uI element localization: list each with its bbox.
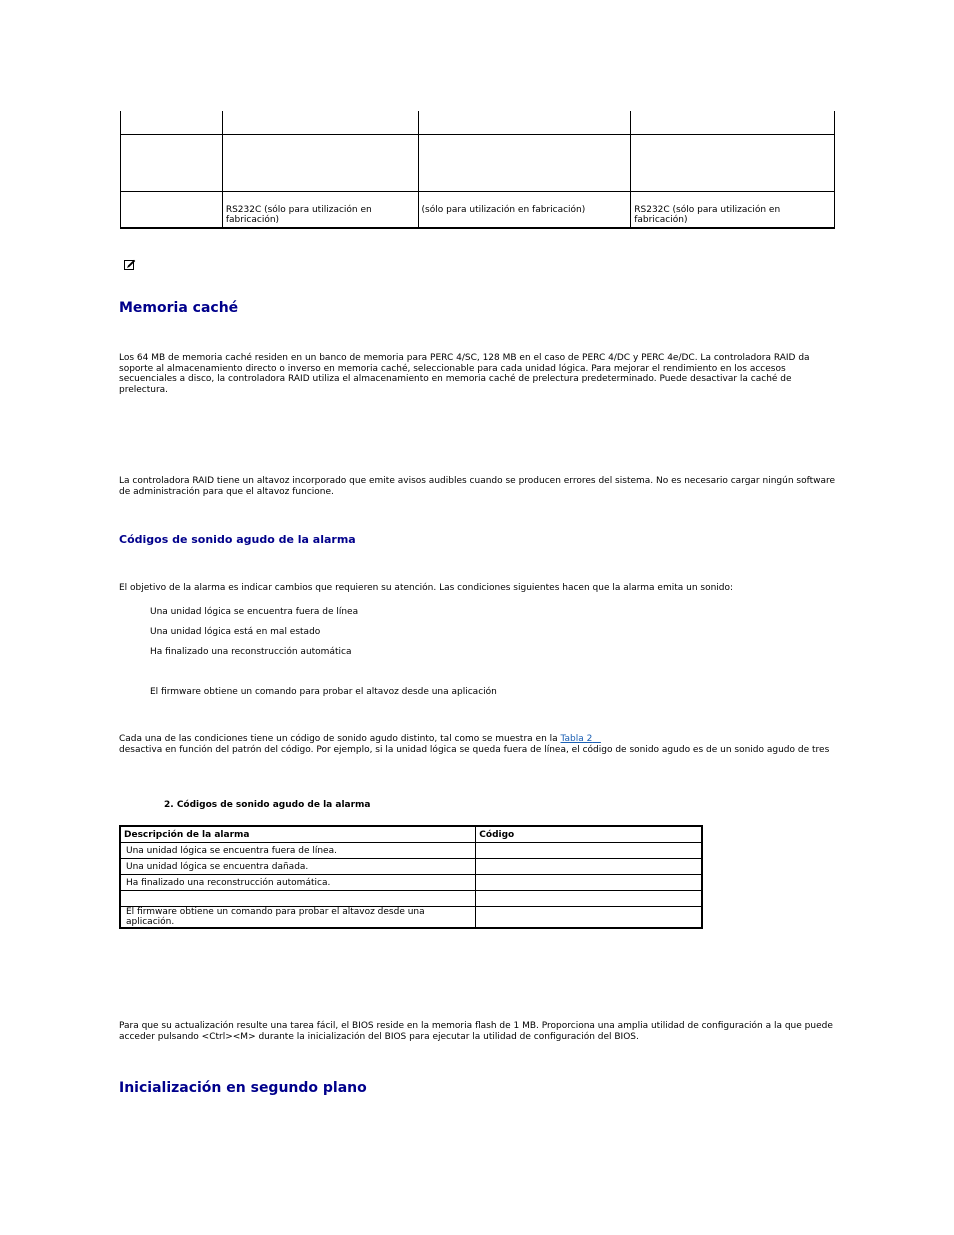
list-item: Una unidad lógica se encuentra fuera de línea <box>150 607 359 617</box>
beep-paragraph-line2: desactiva en función del patrón del código. Por ejemplo, si la unidad lógica se queda fuera de línea, el código de sonido agudo es de un sonido agudo de tres <box>119 744 830 755</box>
table-row <box>120 843 702 859</box>
cache-paragraph: Los 64 MB de memoria caché residen en un banco de memoria para PERC 4/SC, 128 MB en el caso de PERC 4/DC y PERC 4e/DC. La controladora RAID da soporte al almacenamiento directo o inverso en memoria caché, seleccionable para cada unidad lógica. Para mejorar el rendimiento en los accesos secuenciales a disco, la controladora RAID utiliza el almacenamiento en memoria caché de prelectura predeterminado. Puede desactivar la caché de prelectura. <box>119 353 810 395</box>
table-cell <box>121 135 223 192</box>
table-cell <box>476 875 702 891</box>
table-cell <box>222 111 418 135</box>
table-cell <box>222 135 418 192</box>
section-heading-beep-codes: Códigos de sonido agudo de la alarma <box>119 533 356 546</box>
table-row <box>120 875 702 891</box>
section-heading-cache: Memoria caché <box>119 300 239 316</box>
table-row <box>121 192 835 229</box>
table-row <box>121 135 835 192</box>
table-row <box>121 111 835 135</box>
table-cell: (sólo para utilización en fabricación) <box>418 192 631 229</box>
list-item: El firmware obtiene un comando para probar el altavoz desde una aplicación <box>150 687 497 697</box>
table-cell <box>476 891 702 907</box>
table-cell <box>418 135 631 192</box>
table-cell: Una unidad lógica se encuentra dañada. <box>120 859 476 875</box>
table-row <box>120 907 702 929</box>
list-item: Ha finalizado una reconstrucción automática <box>150 647 352 657</box>
table-cell <box>121 192 223 229</box>
table-header-row <box>120 826 702 843</box>
table-cell <box>121 111 223 135</box>
table-cell <box>476 843 702 859</box>
table-cell: Una unidad lógica se encuentra fuera de línea. <box>120 843 476 859</box>
table-cell: RS232C (sólo para utilización en fabricación) <box>631 192 835 229</box>
table-cell <box>476 907 702 929</box>
table-cell: El firmware obtiene un comando para probar el altavoz desde una aplicación. <box>120 907 476 929</box>
list-item: Una unidad lógica está en mal estado <box>150 627 321 637</box>
alarm-codes-table <box>119 825 703 929</box>
note-pencil-icon <box>124 259 136 271</box>
column-header-description: Descripción de la alarma <box>120 826 476 843</box>
table-cell: Ha finalizado una reconstrucción automática. <box>120 875 476 891</box>
bios-paragraph: Para que su actualización resulte una tarea fácil, el BIOS reside en la memoria flash de 1 MB. Proporciona una amplia utilidad de configuración a la que puede acceder pulsando <Ctrl><M> durante la inicialización del BIOS para ejecutar la utilidad de configuración del BIOS. <box>119 1021 833 1042</box>
table-row <box>120 891 702 907</box>
table-cell <box>631 111 835 135</box>
table-cell: RS232C (sólo para utilización en fabricación) <box>222 192 418 229</box>
table-row <box>120 859 702 875</box>
beep-codes-paragraph <box>119 734 839 755</box>
interface-table <box>120 111 835 229</box>
beep-paragraph-line1: Cada una de las condiciones tiene un código de sonido agudo distinto, tal como se muestra en la <box>119 734 561 744</box>
table-cell <box>476 859 702 875</box>
table-cell <box>120 891 476 907</box>
beep-intro: El objetivo de la alarma es indicar cambios que requieren su atención. Las condiciones siguientes hacen que la alarma emita un sonido: <box>119 583 734 593</box>
table-cell <box>631 135 835 192</box>
section-heading-background-init: Inicialización en segundo plano <box>119 1080 367 1096</box>
table-2-link[interactable]: Tabla 2 <box>560 734 593 744</box>
table-caption: 2. Códigos de sonido agudo de la alarma <box>164 800 371 810</box>
speaker-paragraph: La controladora RAID tiene un altavoz incorporado que emite avisos audibles cuando se producen errores del sistema. No es necesario cargar ningún software de administración para que el altavoz funcione. <box>119 476 836 497</box>
table-cell <box>418 111 631 135</box>
column-header-code: Código <box>476 826 702 843</box>
